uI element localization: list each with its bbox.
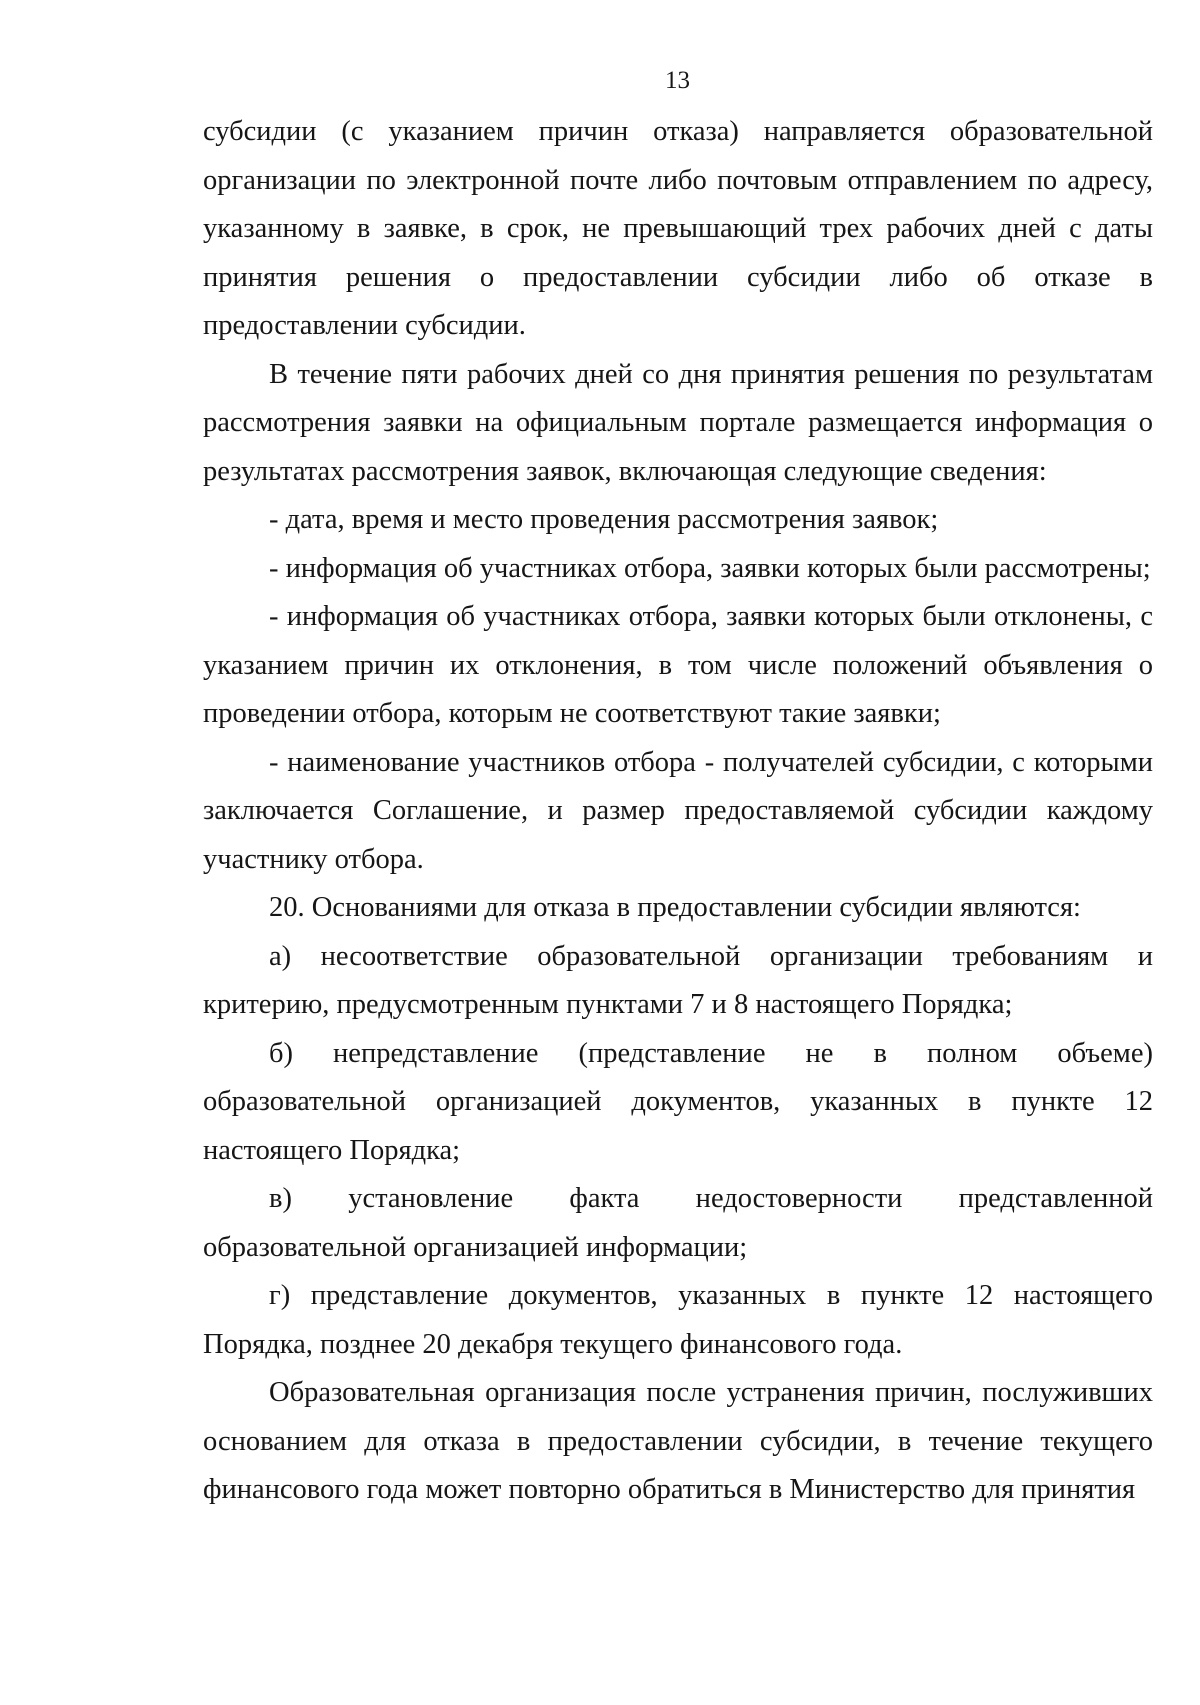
list-item-g: г) представление документов, указанных в пункте 12 настоящего Порядка, позднее 20 декабря текущего финансового года. <box>203 1280 1153 1360</box>
list-item-rejected-participants: - информация об участниках отбора, заявки которых были отклонены, с указанием причин их отклонения, в том числе положений объявления о проведении отбора, которым не соответствуют такие заявки; <box>203 601 1153 729</box>
list-item-date-time-place: - дата, время и место проведения рассмотрения заявок; <box>269 504 939 535</box>
paragraph-reapplication: Образовательная организация после устранения причин, послуживших основанием для отказа в предоставлении субсидии, в течение текущего финансового года может повторно обратиться в Министерство для принятия <box>203 1377 1153 1505</box>
paragraph-continuation: субсидии (с указанием причин отказа) направляется образовательной организации по электронной почте либо почтовым отправлением по адресу, указанному в заявке, в срок, не превышающий трех рабочих дней с даты принятия решения о предоставлении субсидии либо об отказе в предоставлении субсидии. <box>203 116 1153 341</box>
list-item-reviewed-participants: - информация об участниках отбора, заявки которых были рассмотрены; <box>269 552 1151 584</box>
paragraph-results-publication: В течение пяти рабочих дней со дня принятия решения по результатам рассмотрения заявки на официальным портале размещается информация о результатах рассмотрения заявок, включающая следующие сведения: <box>203 358 1153 487</box>
document-body <box>203 108 1153 1515</box>
page-number: 13 <box>665 67 690 94</box>
list-item-b: б) непредставление (представление не в полном объеме) образовательной организацией документов, указанных в пункте 12 настоящего Порядка; <box>203 1037 1153 1166</box>
list-item-a: а) несоответствие образовательной организации требованиям и критерию, предусмотренным пунктами 7 и 8 настоящего Порядка; <box>203 940 1153 1020</box>
paragraph-section-20: 20. Основаниями для отказа в предоставлении субсидии являются: <box>269 892 1081 923</box>
list-item-v: в) установление факта недостоверности представленной образовательной организацией информации; <box>203 1183 1153 1263</box>
list-item-subsidy-recipients: - наименование участников отбора - получателей субсидии, с которыми заключается Соглашение, и размер предоставляемой субсидии каждому участнику отбора. <box>203 746 1153 875</box>
